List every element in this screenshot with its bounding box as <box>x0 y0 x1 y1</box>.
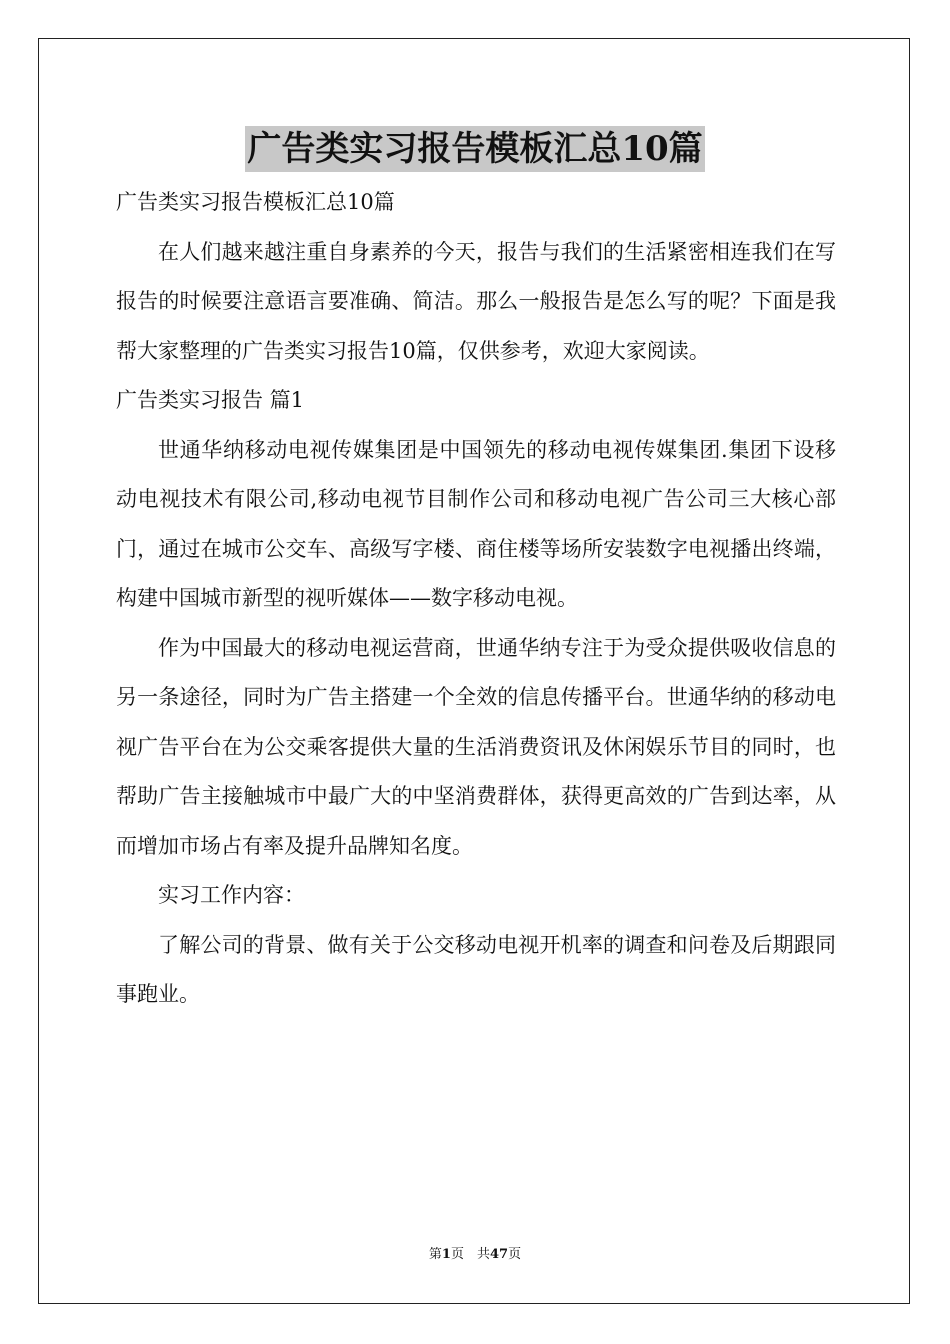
current-page-number: 1 <box>441 1247 451 1262</box>
footer-mid: 页 共 <box>450 1247 490 1262</box>
intro-paragraph: 在人们越来越注重自身素养的今天，报告与我们的生活紧密相连我们在写报告的时候要注意语言要准确、简洁。那么一般报告是怎么写的呢？下面是我帮大家整理的广告类实习报告10篇，仅供参考，欢迎大家阅读。 <box>116 239 836 363</box>
footer-suffix: 页 <box>508 1247 522 1262</box>
body-paragraph: 作为中国最大的移动电视运营商，世通华纳专注于为受众提供吸收信息的另一条途径，同时为广告主搭建一个全效的信息传播平台。世通华纳的移动电视广告平台在为公交乘客提供大量的生活消费资讯及休闲娱乐节目的同时，也帮助广告主接触城市中最广大的中坚消费群体，获得更高效的广告到达率，从而增加市场占有率及提升品牌知名度。 <box>116 635 836 858</box>
document-title: 广告类实习报告模板汇总10篇 <box>245 126 704 172</box>
page-footer <box>0 1246 950 1264</box>
footer-prefix: 第 <box>428 1247 442 1262</box>
title-container <box>0 126 950 172</box>
document-body <box>116 178 836 1020</box>
total-page-count: 47 <box>489 1247 509 1262</box>
section-heading: 广告类实习报告 篇1 <box>116 388 305 412</box>
body-paragraph: 实习工作内容： <box>158 883 305 907</box>
body-paragraph: 了解公司的背景、做有关于公交移动电视开机率的调查和问卷及后期跟同事跑业。 <box>116 932 836 1006</box>
body-paragraph: 世通华纳移动电视传媒集团是中国领先的移动电视传媒集团.集团下设移动电视技术有限公司,移动电视节目制作公司和移动电视广告公司三大核心部门，通过在城市公交车、高级写字楼、商住楼等场所安装数字电视播出终端，构建中国城市新型的视听媒体——数字移动电视。 <box>116 437 836 610</box>
subtitle-line: 广告类实习报告模板汇总10篇 <box>116 190 395 214</box>
